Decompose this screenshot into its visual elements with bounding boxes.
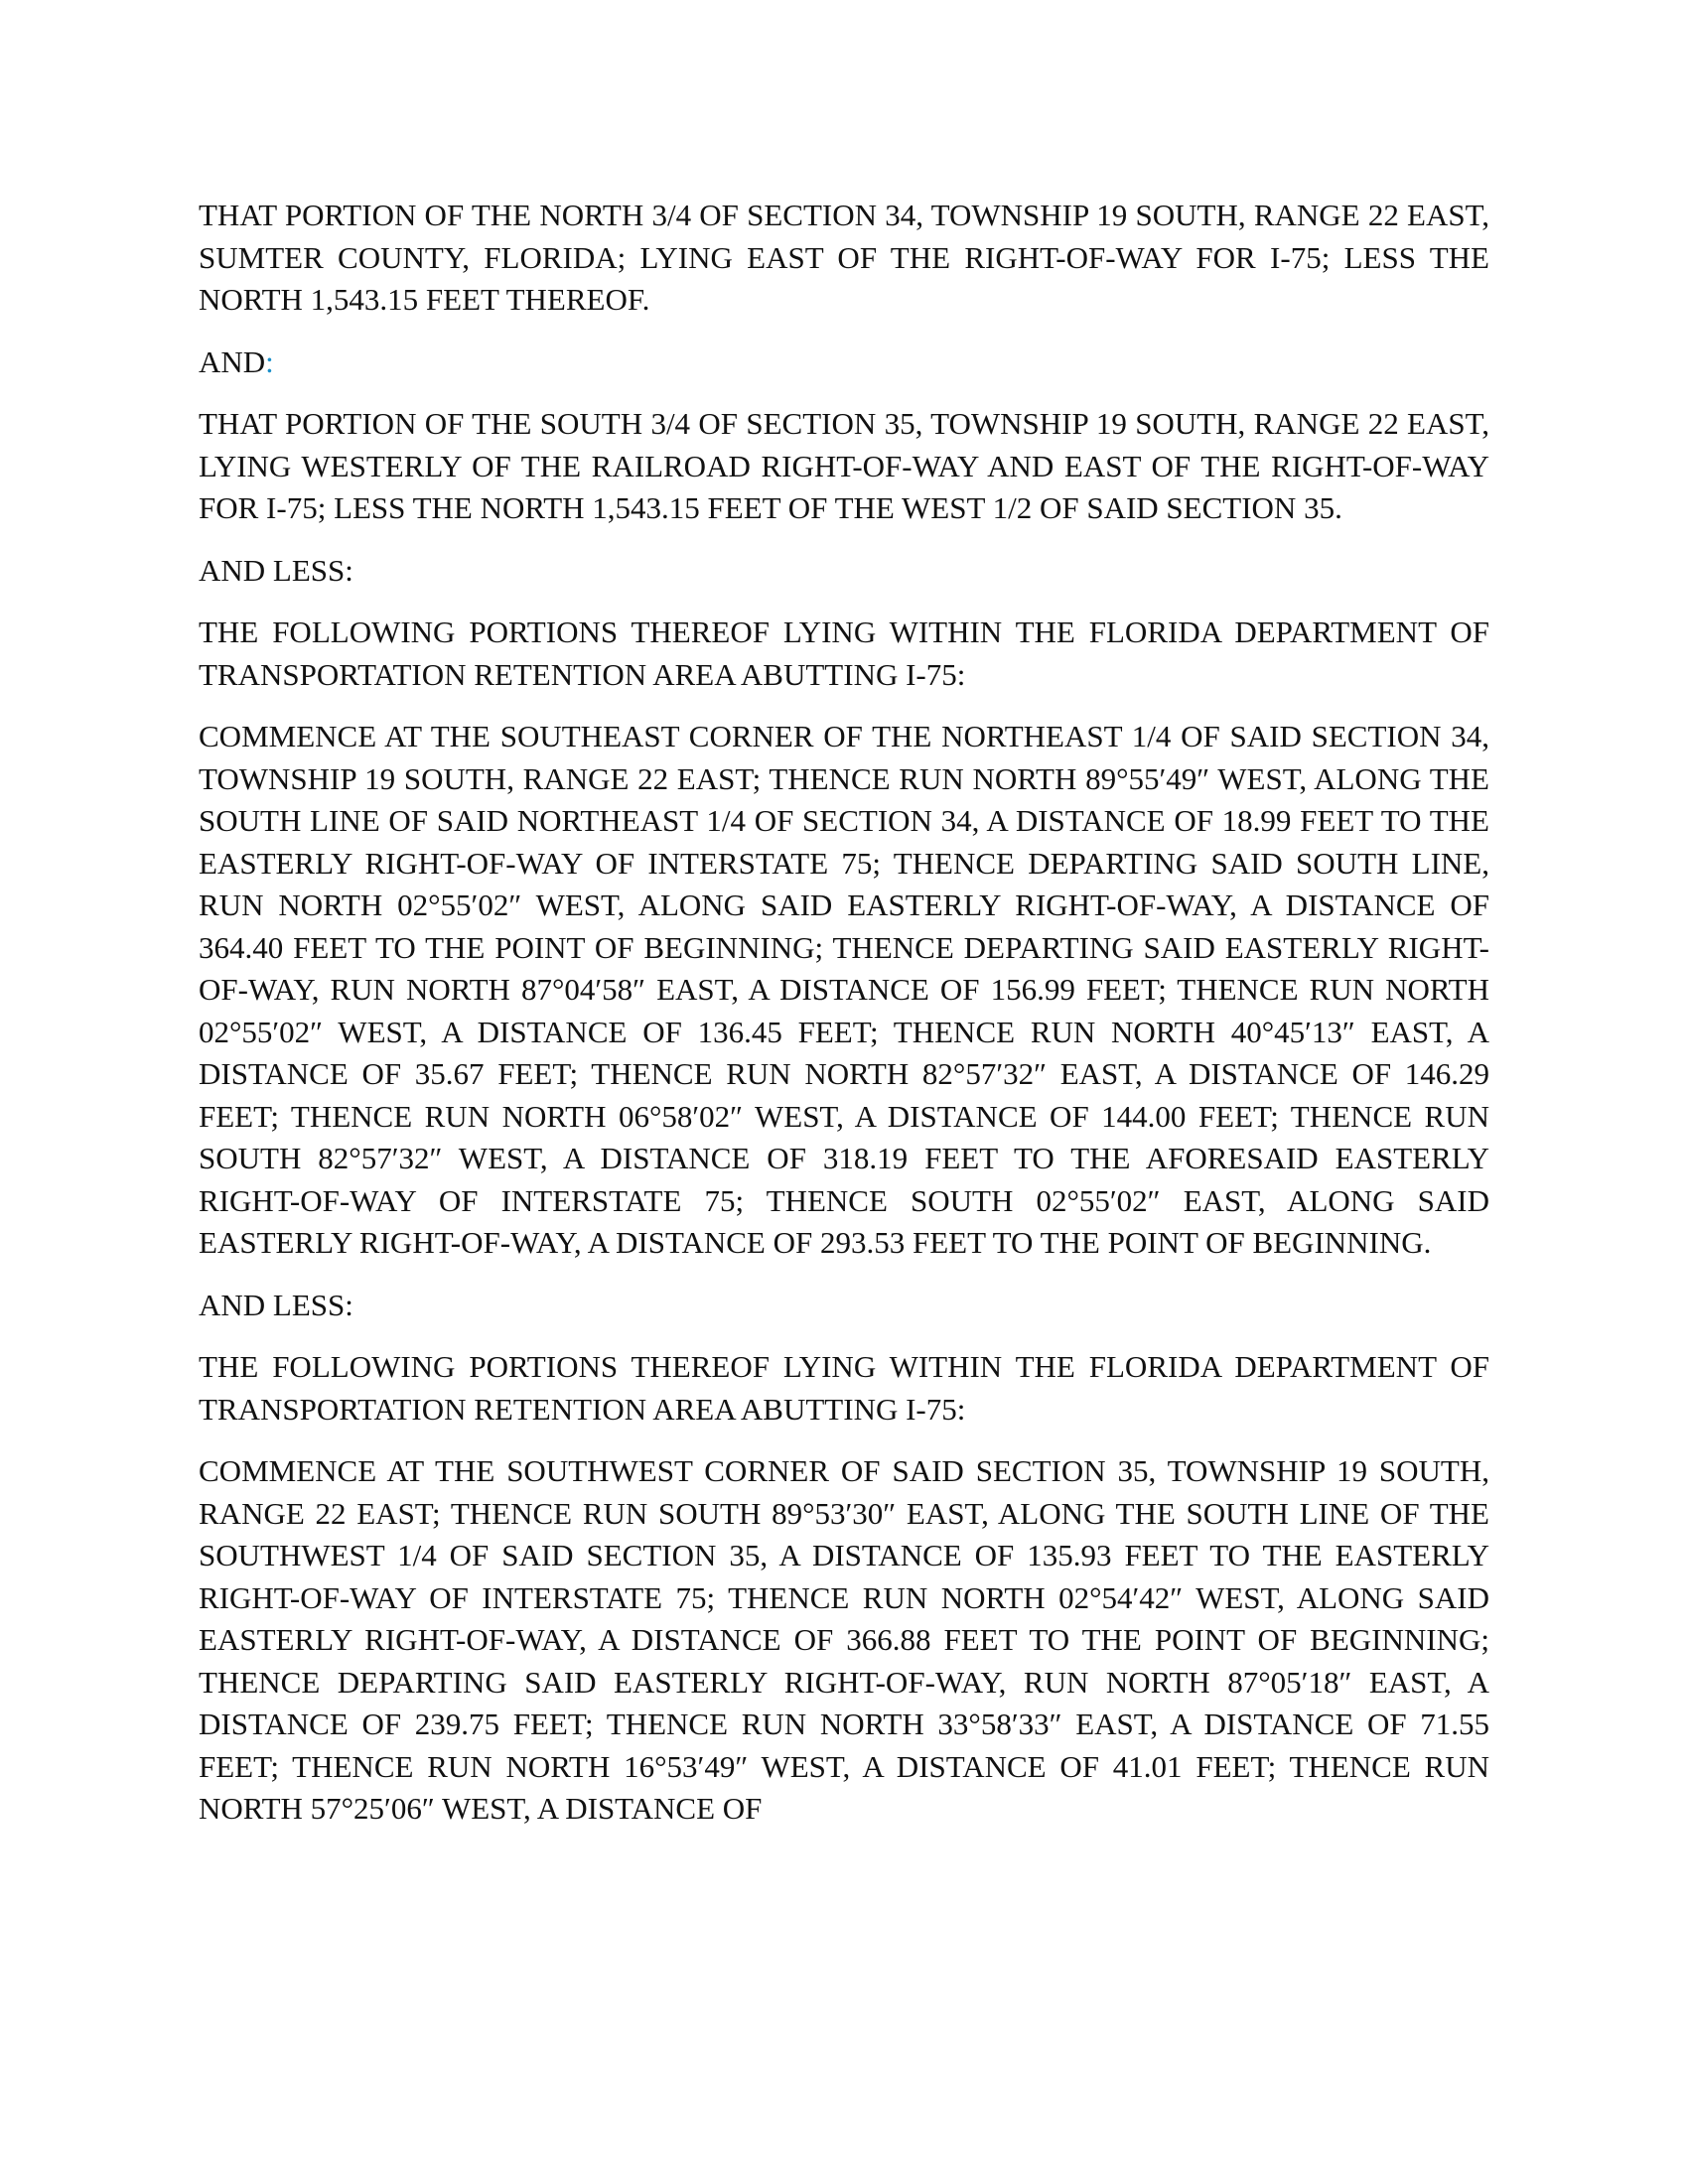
exception-metes-bounds-2: COMMENCE AT THE SOUTHWEST CORNER OF SAID SECTION 35, TOWNSHIP 19 SOUTH, RANGE 22 EAST; THENCE RUN SOUTH 89°53′30″ EAST, ALONG THE SOUTH LINE OF THE SOUTHWEST 1/4 OF SAID SECTION 35, A DISTANCE OF 135.93 FEET TO THE EASTERLY RIGHT-OF-WAY OF INTERSTATE 75; THENCE RUN NORTH 02°54′42″ WEST, ALONG SAID EASTERLY RIGHT-OF-WAY, A DISTANCE OF 366.88 FEET TO THE POINT OF BEGINNING; THENCE DEPARTING SAID EASTERLY RIGHT-OF-WAY, RUN NORTH 87°05′18″ EAST, A DISTANCE OF 239.75 FEET; THENCE RUN NORTH 33°58′33″ EAST, A DISTANCE OF 71.55 FEET; THENCE RUN NORTH 16°53′49″ WEST, A DISTANCE OF 41.01 FEET; THENCE RUN NORTH 57°25′06″ WEST, A DISTANCE OF bbox=[199, 1453, 1489, 1826]
legal-description-page bbox=[199, 195, 1489, 1850]
exception-metes-bounds-1: COMMENCE AT THE SOUTHEAST CORNER OF THE NORTHEAST 1/4 OF SAID SECTION 34, TOWNSHIP 19 SOUTH, RANGE 22 EAST; THENCE RUN NORTH 89°55′49″ WEST, ALONG THE SOUTH LINE OF SAID NORTHEAST 1/4 OF SECTION 34, A DISTANCE OF 18.99 FEET TO THE EASTERLY RIGHT-OF-WAY OF INTERSTATE 75; THENCE DEPARTING SAID SOUTH LINE, RUN NORTH 02°55′02″ WEST, ALONG SAID EASTERLY RIGHT-OF-WAY, A DISTANCE OF 364.40 FEET TO THE POINT OF BEGINNING; THENCE DEPARTING SAID EASTERLY RIGHT-OF-WAY, RUN NORTH 87°04′58″ EAST, A DISTANCE OF 156.99 FEET; THENCE RUN NORTH 02°55′02″ WEST, A DISTANCE OF 136.45 FEET; THENCE RUN NORTH 40°45′13″ EAST, A DISTANCE OF 35.67 FEET; THENCE RUN NORTH 82°57′32″ EAST, A DISTANCE OF 146.29 FEET; THENCE RUN NORTH 06°58′02″ WEST, A DISTANCE OF 144.00 FEET; THENCE RUN SOUTH 82°57′32″ WEST, A DISTANCE OF 318.19 FEET TO THE AFORESAID EASTERLY RIGHT-OF-WAY OF INTERSTATE 75; THENCE SOUTH 02°55′02″ EAST, ALONG SAID EASTERLY RIGHT-OF-WAY, A DISTANCE OF 293.53 FEET TO THE POINT OF BEGINNING. bbox=[199, 719, 1489, 1260]
and-heading bbox=[199, 341, 1489, 384]
and-heading-colon: : bbox=[265, 343, 274, 379]
and-less-heading-2: AND LESS: bbox=[199, 1287, 353, 1322]
parcel-description-section-34: THAT PORTION OF THE NORTH 3/4 OF SECTION 34, TOWNSHIP 19 SOUTH, RANGE 22 EAST, SUMTER COUNTY, FLORIDA; LYING EAST OF THE RIGHT-OF-WAY FOR I-75; LESS THE NORTH 1,543.15 FEET THEREOF. bbox=[199, 198, 1489, 317]
parcel-description-section-35: THAT PORTION OF THE SOUTH 3/4 OF SECTION 35, TOWNSHIP 19 SOUTH, RANGE 22 EAST, LYING WESTERLY OF THE RAILROAD RIGHT-OF-WAY AND EAST OF THE RIGHT-OF-WAY FOR I-75; LESS THE NORTH 1,543.15 FEET OF THE WEST 1/2 OF SAID SECTION 35. bbox=[199, 406, 1489, 525]
and-heading-text: AND bbox=[199, 343, 266, 379]
exception-intro-1: THE FOLLOWING PORTIONS THEREOF LYING WITHIN THE FLORIDA DEPARTMENT OF TRANSPORTATION RETENTION AREA ABUTTING I-75: bbox=[199, 614, 1489, 692]
exception-intro-2: THE FOLLOWING PORTIONS THEREOF LYING WITHIN THE FLORIDA DEPARTMENT OF TRANSPORTATION RETENTION AREA ABUTTING I-75: bbox=[199, 1349, 1489, 1427]
and-less-heading-1: AND LESS: bbox=[199, 552, 353, 588]
